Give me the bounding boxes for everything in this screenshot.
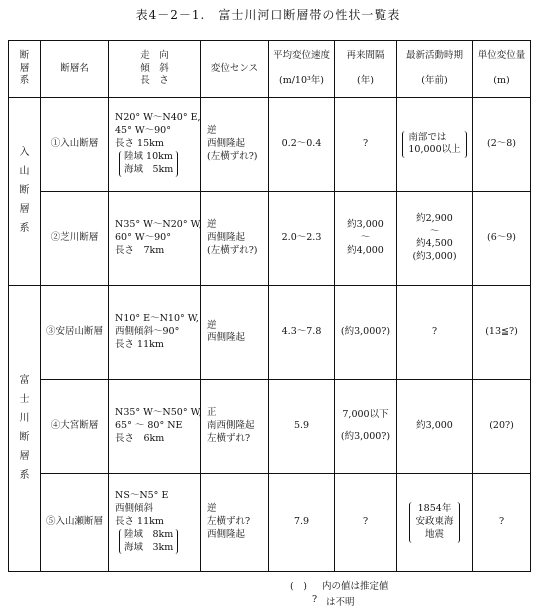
unit-displacement: (2～8) xyxy=(473,98,531,192)
fault-name: ⑤入山瀬断層 xyxy=(41,473,109,571)
header-system: 断 層 系 xyxy=(9,41,41,98)
fault-name: ①入山断層 xyxy=(41,98,109,192)
header-slip-rate: 平均変位速度 (m/10³年) xyxy=(269,41,335,98)
group-label-iriyama: 入 山 断 層 系 xyxy=(9,98,41,286)
table-row xyxy=(9,285,531,379)
slip-rate: 7.9 xyxy=(269,473,335,571)
fault-name: ②芝川断層 xyxy=(41,191,109,285)
table-row xyxy=(9,191,531,285)
table-title: 表4－2－1. 富士川河口断層帯の性状一覧表 xyxy=(135,8,401,22)
latest-activity xyxy=(397,473,473,571)
recurrence-interval: ? xyxy=(335,473,397,571)
slip-rate: 4.3～7.8 xyxy=(269,285,335,379)
group-label-fujikawa: 富 士 川 断 層 系 xyxy=(9,285,41,571)
latest-activity xyxy=(397,98,473,192)
latest-activity: ? xyxy=(397,285,473,379)
recurrence-interval: 約3,000 ～ 約4,000 xyxy=(335,191,397,285)
fault-name: ④大宮断層 xyxy=(41,379,109,473)
slip-sense: 逆 西側隆起 (左横ずれ?) xyxy=(201,98,269,192)
latest-activity-bracket: 1854年 安政東海 地震 xyxy=(409,502,459,542)
length-breakdown: 陸域 8km 海域 3km xyxy=(119,529,178,555)
slip-sense: 逆 西側隆起 xyxy=(201,285,269,379)
length-breakdown: 陸域 10km 海域 5km xyxy=(119,151,178,177)
fault-orientation: N20° W～N40° E, 45° W～90° 長さ 15km 陸域 10km 海域 5km xyxy=(109,98,201,192)
header-orientation: 走 向 傾 斜 長 さ xyxy=(109,41,201,98)
header-fault-name: 断層名 xyxy=(41,41,109,98)
fault-orientation: N35° W～N50° W, 65° ～ 80° NE 長さ 6km xyxy=(109,379,201,473)
slip-sense: 正 南西側隆起 左横ずれ? xyxy=(201,379,269,473)
slip-rate: 5.9 xyxy=(269,379,335,473)
recurrence-interval: ? xyxy=(335,98,397,192)
header-recurrence: 再来間隔 (年) xyxy=(335,41,397,98)
fault-orientation: NS～N5° E 西側傾斜 長さ 11km 陸域 8km 海域 3km xyxy=(109,473,201,571)
header-slip-sense: 変位センス xyxy=(201,41,269,98)
fault-properties-table xyxy=(8,40,531,572)
unit-displacement: ? xyxy=(473,473,531,571)
header-latest-activity: 最新活動時期 (年前) xyxy=(397,41,473,98)
recurrence-interval: (約3,000?) xyxy=(335,285,397,379)
slip-rate: 0.2～0.4 xyxy=(269,98,335,192)
unit-displacement: (6～9) xyxy=(473,191,531,285)
fault-name: ③安居山断層 xyxy=(41,285,109,379)
latest-activity: 約3,000 xyxy=(397,379,473,473)
latest-activity-bracket: 南部では 10,000以上 xyxy=(402,131,466,159)
slip-rate: 2.0～2.3 xyxy=(269,191,335,285)
table-row xyxy=(9,473,531,571)
recurrence-interval: 7,000以下 (約3,000?) xyxy=(335,379,397,473)
header-row xyxy=(9,41,531,98)
unit-displacement: (20?) xyxy=(473,379,531,473)
fault-orientation: N35° W～N20° W, 60° W～90° 長さ 7km xyxy=(109,191,201,285)
table-row xyxy=(9,98,531,192)
unit-displacement: (13≦?) xyxy=(473,285,531,379)
table-row xyxy=(9,379,531,473)
latest-activity: 約2,900 ～ 約4,500 (約3,000) xyxy=(397,191,473,285)
slip-sense: 逆 西側隆起 (左横ずれ?) xyxy=(201,191,269,285)
slip-sense: 逆 左横ずれ? 西側隆起 xyxy=(201,473,269,571)
fault-orientation: N10° E～N10° W, 西側傾斜～90° 長さ 11km xyxy=(109,285,201,379)
header-displacement: 単位変位量 (m) xyxy=(473,41,531,98)
